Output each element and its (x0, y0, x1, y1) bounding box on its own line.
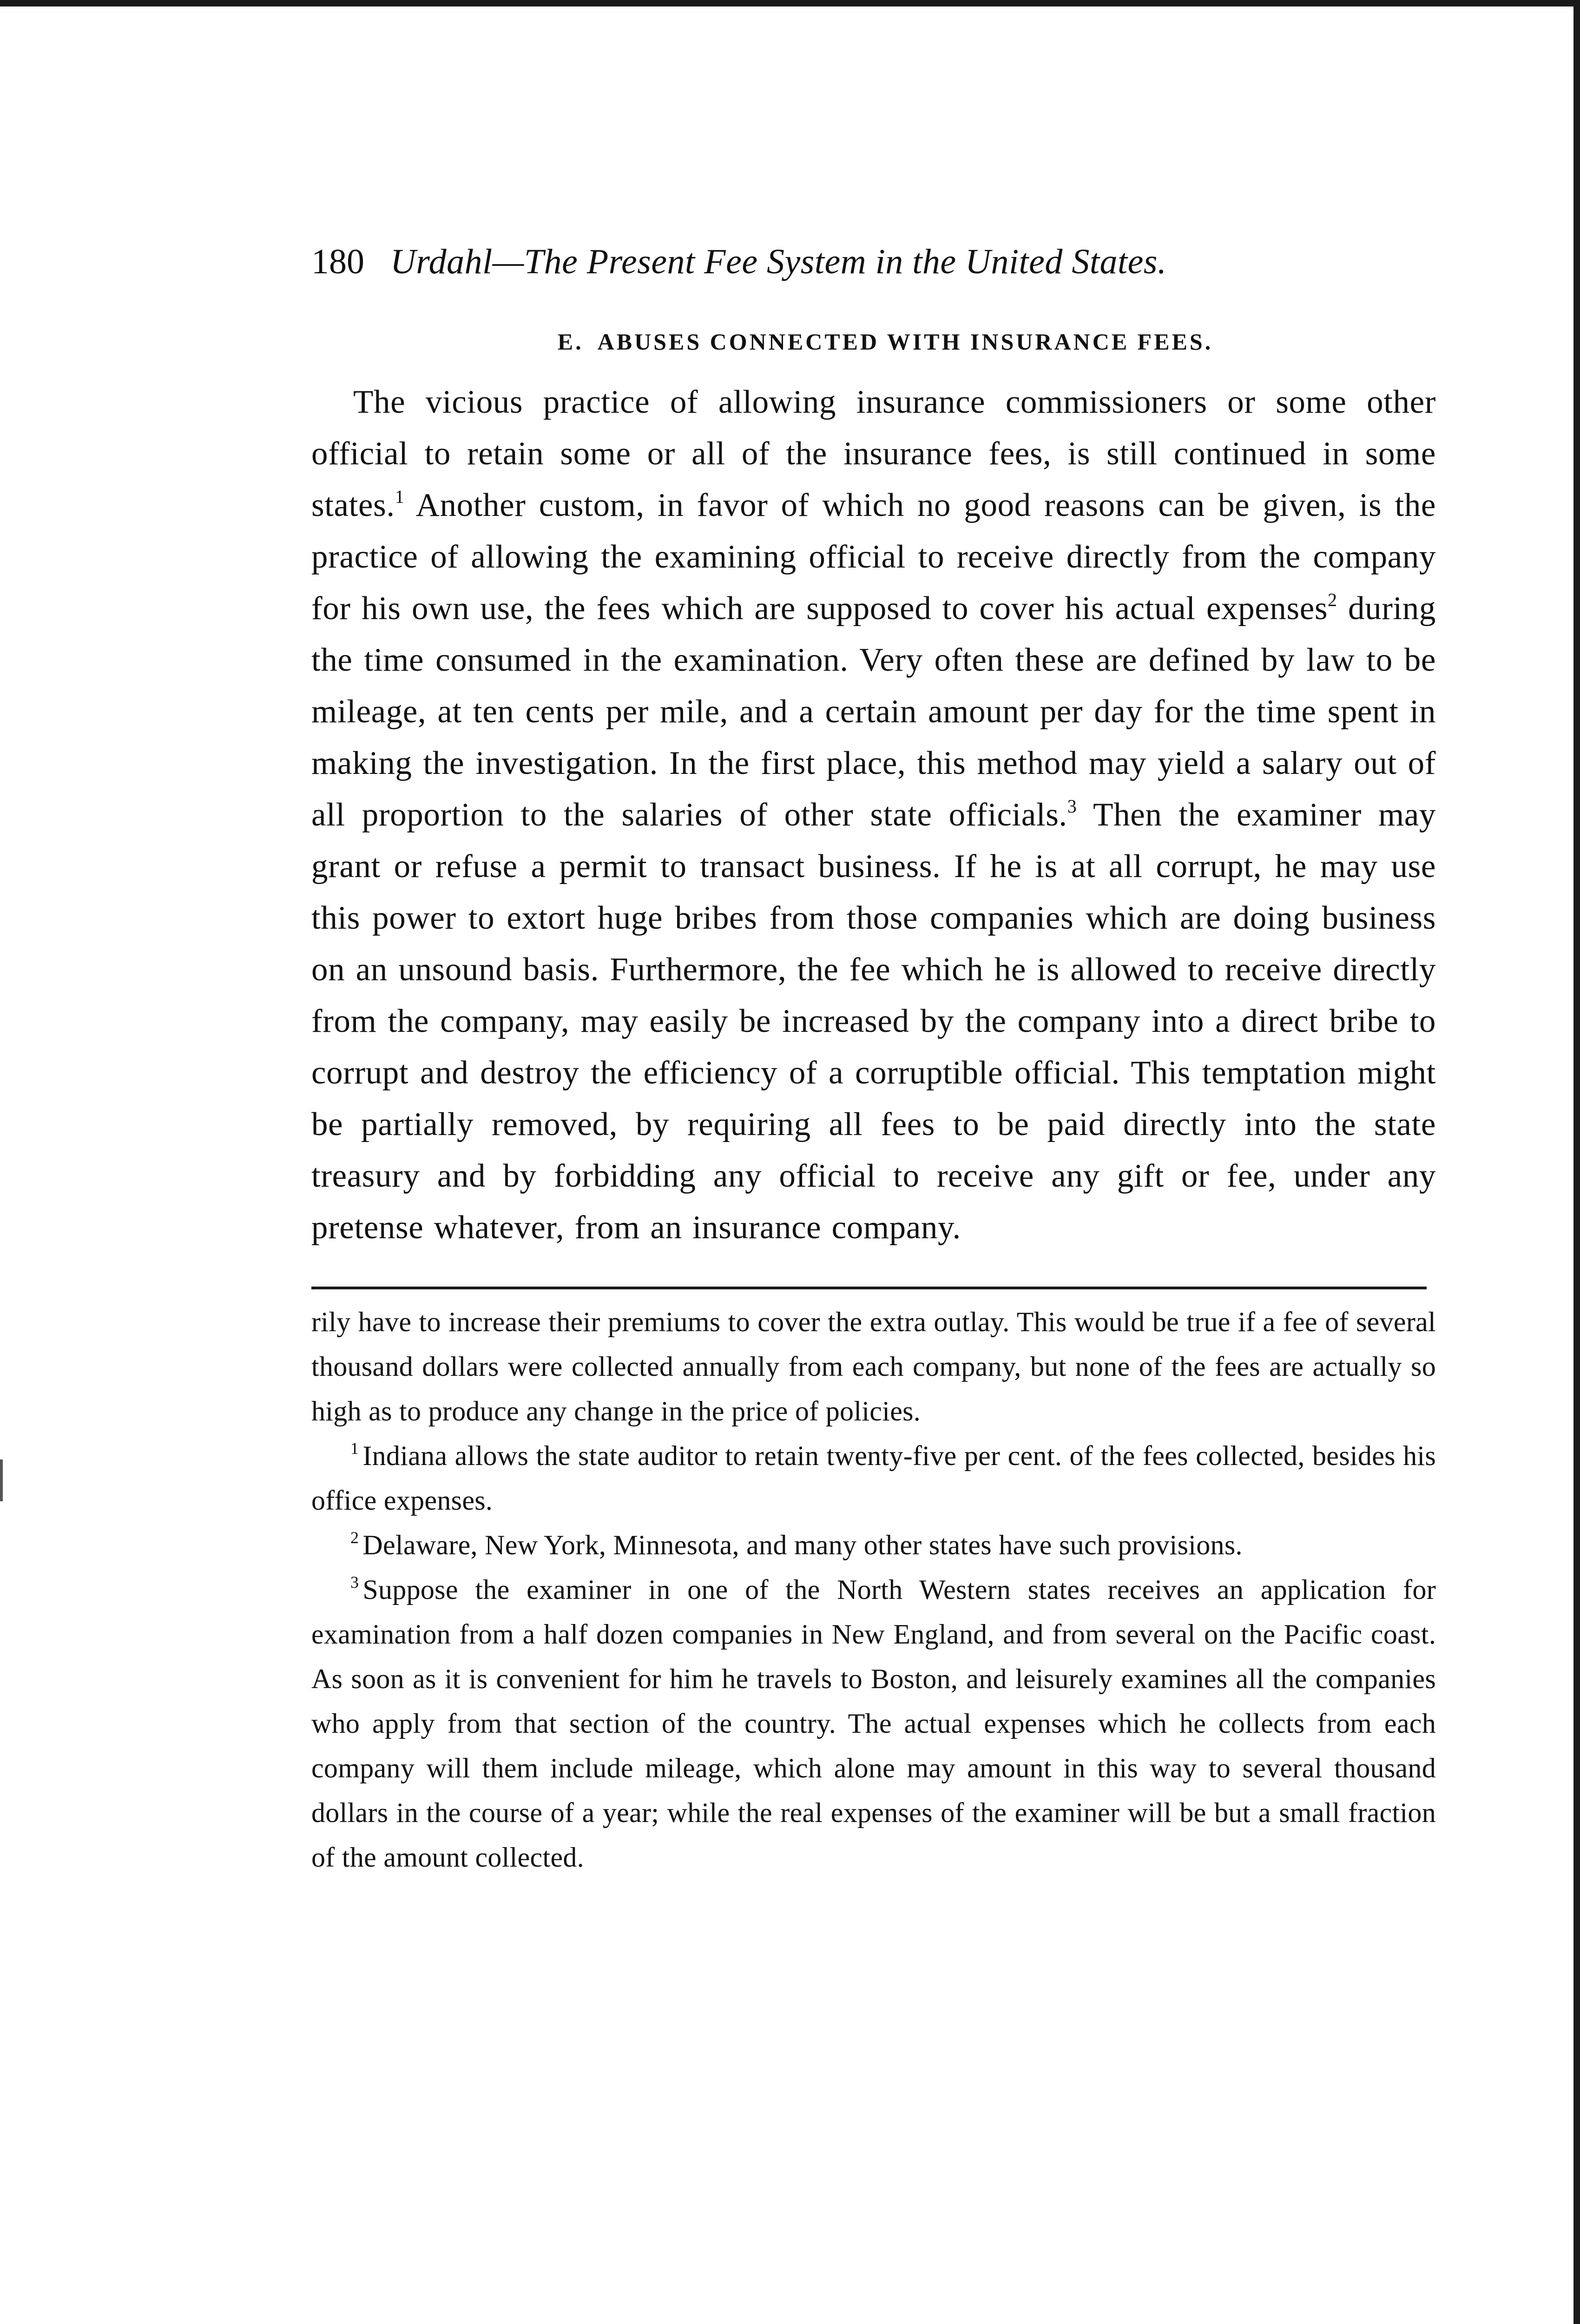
running-head (311, 242, 1436, 297)
footnote-2-text: Delaware, New York, Minnesota, and many other states have such provisions. (362, 1530, 1243, 1560)
scan-border-right (1573, 0, 1580, 2324)
footnote-2 (311, 1523, 1436, 1567)
body-text-part-1: The vicious practice of allowing insurance commissioners or some other official to retain some or all of the insurance fees, is still continued in some states. (311, 384, 1436, 523)
footnote-2-marker: 2 (350, 1528, 359, 1547)
section-letter: E. (557, 329, 584, 355)
body-text-part-4: Then the examiner may grant or refuse a permit to transact business. If he is at all corrupt, he may use this power to extort huge bribes from those companies which are doing business on an unsound basis. Furthermore, the fee which he is allowed to receive directly from the company, may easily be increased by the company into a direct bribe to corrupt and destroy the efficiency of a corruptible official. This temptation might be partially removed, by requiring all fees to be paid directly into the state treasury and by forbidding any official to receive any gift or fee, under any pretense whatever, from an insurance company. (311, 797, 1436, 1246)
footnote-3-marker: 3 (350, 1573, 359, 1591)
section-title: ABUSES CONNECTED WITH INSURANCE FEES. (597, 329, 1213, 355)
running-title: Urdahl—The Present Fee System in the United States. (390, 242, 1167, 281)
scan-border-top (0, 0, 1580, 7)
footnote-ref-1[interactable]: 1 (395, 486, 405, 507)
footnote-continued: rily have to increase their premiums to cover the extra outlay. This would be true if a fee of several thousand dollars were collected annually from each company, but none of the fees are actually so high as to produce any change in the price of policies. (311, 1307, 1436, 1426)
footnote-1-text: Indiana allows the state auditor to retain twenty-five per cent. of the fees collected, besides his office expenses. (311, 1440, 1436, 1516)
footnote-ref-2[interactable]: 2 (1328, 589, 1337, 610)
footnote-1 (311, 1433, 1436, 1523)
book-page (311, 242, 1436, 1880)
footnote-3-text: Suppose the examiner in one of the North Western states receives an application for examination from a half dozen companies in New England, and from several on the Pacific coast. As soon as it is convenient for him he travels to Boston, and leisurely examines all the companies who apply from that section of the country. The actual expenses which he collects from each company will them include mileage, which alone may amount in this way to several thousand dollars in the course of a year; while the real expenses of the examiner will be but a small fraction of the amount collected. (311, 1574, 1436, 1873)
footnote-3 (311, 1567, 1436, 1880)
body-text-part-3: during the time consumed in the examination. Very often these are defined by law to be mileage, at ten cents per mile, and a certain amount per day for the time spent in making the investigation. In the first place, this method may yield a salary out of all proportion to the salaries of other state officials. (311, 590, 1436, 833)
body-text-part-2: Another custom, in favor of which no good reasons can be given, is the practice of allowing the examining official to receive directly from the company for his own use, the fees which are supposed to cover his actual expenses (311, 487, 1436, 627)
body-paragraph (311, 376, 1436, 1254)
footnote-1-marker: 1 (350, 1439, 359, 1458)
footnote-rule (311, 1287, 1427, 1289)
footnote-ref-3[interactable]: 3 (1067, 796, 1077, 817)
page-number: 180 (311, 242, 364, 281)
section-heading (311, 328, 1436, 361)
scan-edge-mark (0, 1459, 3, 1501)
footnotes (311, 1300, 1436, 1880)
